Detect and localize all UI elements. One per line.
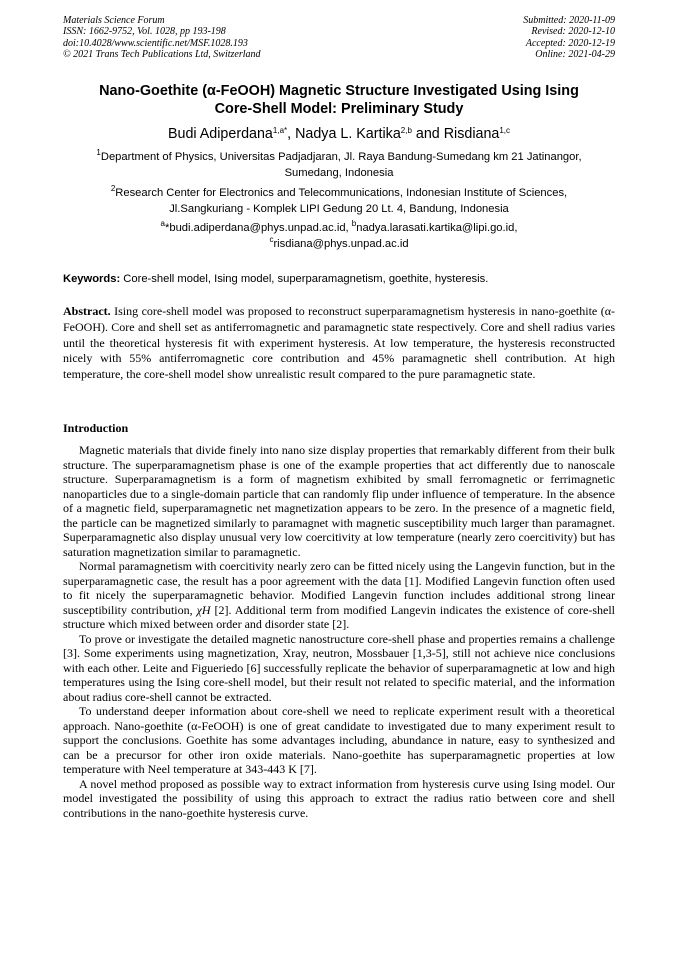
email-1-marker: a (160, 219, 165, 228)
journal-issn: ISSN: 1662-9752, Vol. 1028, pp 193-198 (63, 26, 226, 38)
affiliation-2-line-2: Jl.Sangkuriang - Komplek LIPI Gedung 20 Lt. 4, Bandung, Indonesia (169, 202, 509, 215)
susceptibility-term: χH (196, 602, 211, 617)
intro-paragraph-4: To understand deeper information about core-shell we need to replicate experiment result with a theoretical approach. Nano-goethite (α-FeOOH) is one of great candidate to investigated due to many experiment result to support the conclusions. Goethite has some advantages including, abundance in nature, easy to synthesized and can be a precursor for other iron oxide materials. Nano-goethite has superparamagnetic properties at low temperature with Neel temperature at 343-443 K [7]. (63, 704, 615, 776)
author-1-affil: 1,a* (272, 126, 288, 135)
intro-paragraph-1: Magnetic materials that divide finely into nano size display properties that remarkably different from their bulk structure. The superparamagnetism phase is one of the example properties that act differently due to nanoscale structure. Superparamagnetism is a form of magnetism exhibited by small ferromagnetic or ferrimagnetic nanoparticles due to a single-domain particle that can randomly flip under influence of temperature. In the absence of a magnetic field, superparamagnetic net magnetization appears to be zero. In the presence of a magnetic field, the particle can be magnetized similarly to paramagnet with magnetic susceptibility much larger than paramagnet. Superparamagnetic also display unusual very low coercitivity at low temperature (nearly zero coercitivity) but has saturation magnetization similar to paramagnetic. (63, 443, 615, 559)
email-2[interactable]: nadya.larasati.kartika@lipi.go.id, (356, 222, 518, 234)
email-3[interactable]: risdiana@phys.unpad.ac.id (273, 237, 409, 250)
affiliation-1 (50, 150, 628, 181)
author-list (40, 125, 638, 143)
affiliation-2-line-1: Research Center for Electronics and Telecommunications, Indonesian Institute of Sciences, (115, 187, 568, 199)
abstract (63, 304, 615, 383)
author-emails (50, 221, 628, 252)
date-submitted: Submitted: 2020-11-09 (523, 15, 615, 26)
intro-paragraph-3: To prove or investigate the detailed magnetic nanostructure core-shell phase and properties remains a challenge [3]. Some experiments using magnetization, Xray, neutron, Mossbauer [1,3-5], still not achieve nice conclusions with each other. Leite and Figueriedo [6] successfully replicate the behavior of superparamagnetic at low and high temperatures using the Ising core-shell model, but their result not related to specific material, and the information about radius core-shell cannot be extracted. (63, 631, 615, 704)
author-separator-1: , (287, 126, 296, 142)
journal-info (63, 15, 261, 60)
date-online: Online: 2021-04-29 (535, 48, 615, 60)
date-accepted: Accepted: 2020-12-19 (525, 37, 615, 49)
email-1[interactable]: *budi.adiperdana@phys.unpad.ac.id, (165, 222, 352, 234)
affiliation-1-line-1: Department of Physics, Universitas Padjadjaran, Jl. Raya Bandung-Sumedang km 21 Jatinangor, (100, 151, 582, 163)
author-2: Nadya L. Kartika (295, 126, 401, 142)
title-line-1: Nano-Goethite (α-FeOOH) Magnetic Structure Investigated Using Ising (99, 83, 579, 99)
journal-doi: doi:10.4028/www.scientific.net/MSF.1028.193 (63, 37, 248, 49)
journal-copyright: © 2021 Trans Tech Publications Ltd, Switzerland (63, 48, 261, 60)
author-separator-2: and (411, 126, 444, 142)
intro-paragraph-2 (63, 559, 615, 632)
author-3-affil: 1,c (499, 126, 511, 135)
affiliation-1-marker: 1 (96, 148, 101, 157)
keywords (63, 272, 623, 287)
abstract-label: Abstract. (63, 304, 111, 318)
author-2-affil: 2,b (400, 126, 412, 135)
date-revised: Revised: 2020-12-10 (531, 26, 615, 38)
intro-paragraph-2-part-2: [2]. Additional term from modified Langevin indicates the existence of core-shell structure which mixed between order and disorder state [2]. (63, 602, 616, 631)
email-2-marker: b (351, 219, 357, 228)
intro-paragraph-5: A novel method proposed as possible way to extract information from hysteresis curve using Ising model. Our model investigated the possibility of using this approach to extract the radius ratio between core and shell contributions in the nano-goethite hysteresis curve. (63, 776, 615, 820)
affiliation-2 (50, 186, 628, 217)
title-line-2: Core-Shell Model: Preliminary Study (214, 101, 464, 117)
author-1: Budi Adiperdana (167, 126, 273, 142)
email-3-marker: c (269, 234, 274, 244)
affiliation-1-line-2: Sumedang, Indonesia (284, 166, 394, 179)
keywords-text: Core-shell model, Ising model, superparamagnetism, goethite, hysteresis. (120, 273, 489, 285)
abstract-text: Ising core-shell model was proposed to reconstruct superparamagnetism hysteresis in nano-goethite (α-FeOOH). Core and shell set as antiferromagnetic and paramagnetic state respectively. Core and shell radius varies until the theoretical hysteresis fit with experiment hysteresis. At low temperature, the hysteresis reconstructed nicely with 55% antiferromagnetic core contribution and 45% paramagnetic shell contribution. At high temperature, the core-shell model show unrealistic result compared to the pure paramagnetic state. (63, 304, 615, 381)
introduction-heading: Introduction (63, 421, 129, 435)
paper-title (50, 82, 628, 118)
journal-name: Materials Science Forum (63, 15, 165, 26)
intro-paragraph-2-part-1: Normal paramagnetism with coercitivity nearly zero can be fitted nicely using the Langevin function, but in the superparamagnetic case, the result has a poor agreement with the data [1]. Modified Langevin function often used to fit nicely the superparamagnetic behavior. Modified Langevin function includes additional strong linear susceptibility contribution, (63, 559, 615, 617)
author-3: Risdiana (443, 126, 500, 142)
affiliation-2-marker: 2 (110, 184, 116, 193)
introduction-body (63, 443, 615, 820)
submission-dates (523, 15, 615, 60)
keywords-label: Keywords: (63, 273, 121, 285)
